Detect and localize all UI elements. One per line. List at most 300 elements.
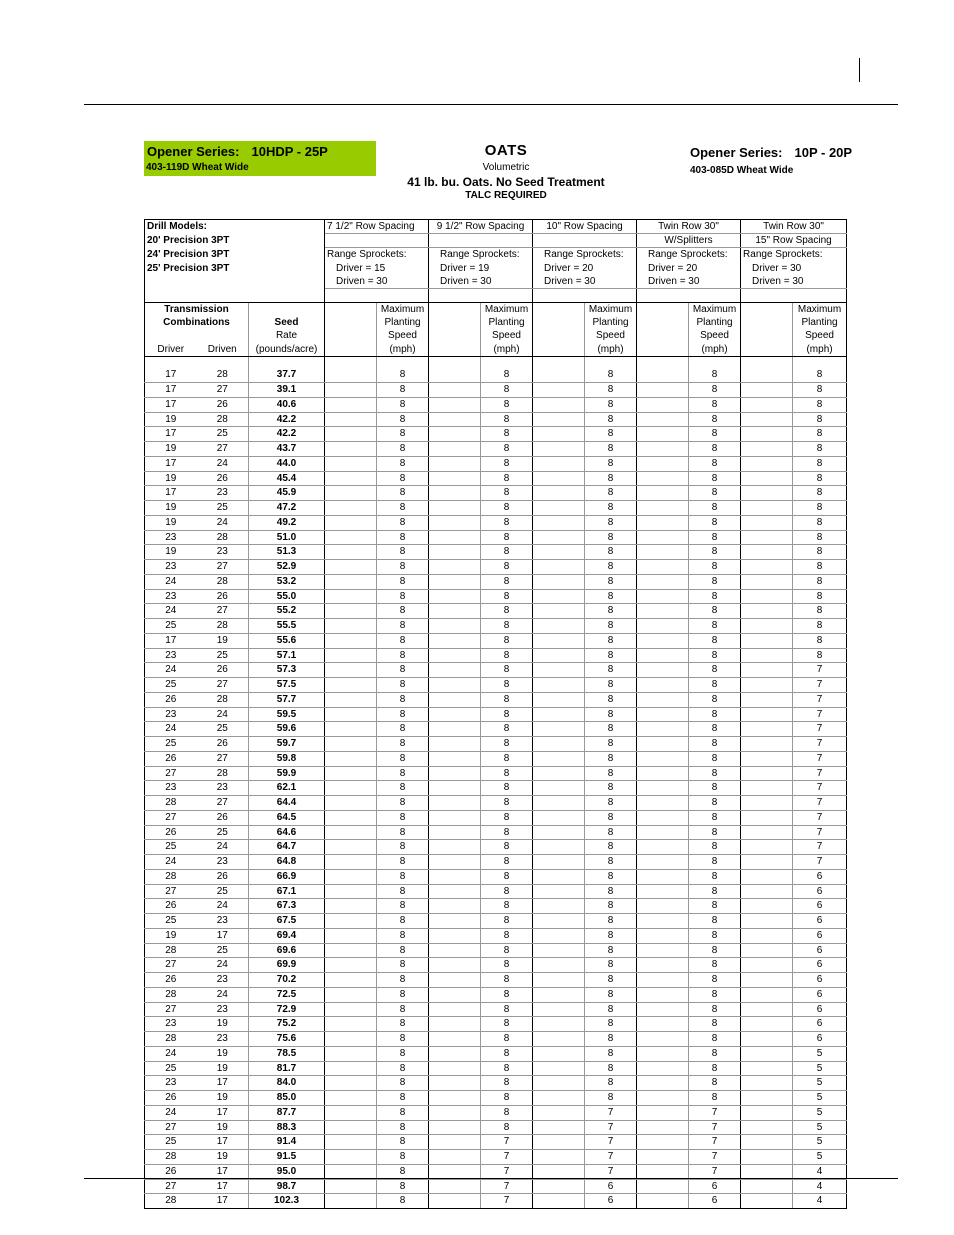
seed-rate-cell: 43.7: [249, 442, 325, 457]
table-row: [145, 456, 847, 471]
max-speed-cell: 8: [585, 678, 637, 693]
max-speed-cell: 6: [793, 1002, 847, 1017]
max-speed-cell: 7: [793, 825, 847, 840]
driver-cell: 23: [145, 1076, 197, 1091]
max-speed-cell: 8: [689, 442, 741, 457]
max-speed-cell: 8: [377, 633, 429, 648]
max-speed-cell: 8: [377, 958, 429, 973]
max-speed-cell: 8: [689, 589, 741, 604]
speed-word-5: Speed: [793, 329, 847, 342]
driven-cell: 23: [197, 914, 249, 929]
spacing-5-range: Range Sprockets:: [741, 248, 847, 262]
max-speed-cell: 8: [481, 1076, 533, 1091]
table-row: [145, 1135, 847, 1150]
seed-rate-cell: 64.7: [249, 840, 325, 855]
seed-rate-cell: 51.3: [249, 545, 325, 560]
max-speed-cell: 8: [481, 1002, 533, 1017]
max-speed-cell: 8: [793, 545, 847, 560]
driver-cell: 24: [145, 855, 197, 870]
table-row: [145, 560, 847, 575]
seed-rate-table: [144, 219, 847, 1209]
opener-left-label: Opener Series:: [147, 144, 240, 159]
driven-cell: 28: [197, 412, 249, 427]
speed-heading-2: Maximum: [481, 303, 533, 317]
max-speed-cell: 4: [793, 1164, 847, 1179]
spacing-1-title: 7 1/2" Row Spacing: [325, 220, 429, 234]
seed-rate-heading-3: (pounds/acre): [249, 343, 325, 357]
driver-cell: 25: [145, 737, 197, 752]
max-speed-cell: 8: [481, 486, 533, 501]
spacing-3-range: Range Sprockets:: [533, 248, 637, 262]
max-speed-cell: 8: [689, 368, 741, 382]
max-speed-cell: 8: [689, 412, 741, 427]
driver-cell: 19: [145, 545, 197, 560]
max-speed-cell: 8: [585, 943, 637, 958]
max-speed-cell: 8: [377, 515, 429, 530]
max-speed-cell: 8: [377, 589, 429, 604]
driven-cell: 17: [197, 1194, 249, 1209]
max-speed-cell: 8: [689, 825, 741, 840]
max-speed-cell: 8: [689, 633, 741, 648]
driven-cell: 25: [197, 825, 249, 840]
max-speed-cell: 8: [689, 1061, 741, 1076]
table-row: [145, 383, 847, 398]
max-speed-cell: 8: [377, 1091, 429, 1106]
max-speed-cell: 8: [481, 973, 533, 988]
max-speed-cell: 8: [481, 383, 533, 398]
max-speed-cell: 8: [377, 987, 429, 1002]
driven-cell: 28: [197, 619, 249, 634]
max-speed-cell: 6: [793, 928, 847, 943]
max-speed-cell: 8: [377, 545, 429, 560]
spacing-2-title: 9 1/2" Row Spacing: [429, 220, 533, 234]
max-speed-cell: 6: [793, 884, 847, 899]
driven-cell: 27: [197, 796, 249, 811]
driver-cell: 19: [145, 501, 197, 516]
driven-cell: 28: [197, 574, 249, 589]
max-speed-cell: 8: [793, 383, 847, 398]
driver-cell: 27: [145, 766, 197, 781]
max-speed-cell: 8: [377, 368, 429, 382]
max-speed-cell: 8: [689, 515, 741, 530]
speed-heading-1: Maximum: [377, 303, 429, 317]
max-speed-cell: 8: [481, 766, 533, 781]
max-speed-cell: 8: [585, 397, 637, 412]
table-row: [145, 751, 847, 766]
max-speed-cell: 8: [585, 1076, 637, 1091]
max-speed-cell: 7: [585, 1120, 637, 1135]
table-row: [145, 1032, 847, 1047]
max-speed-cell: 7: [793, 737, 847, 752]
driver-cell: 24: [145, 574, 197, 589]
table-row: [145, 604, 847, 619]
table-row: [145, 1105, 847, 1120]
table-row: [145, 958, 847, 973]
seed-rate-cell: 72.5: [249, 987, 325, 1002]
seed-rate-cell: 53.2: [249, 574, 325, 589]
table-row: [145, 796, 847, 811]
max-speed-cell: 7: [689, 1120, 741, 1135]
driver-cell: 28: [145, 943, 197, 958]
driver-cell: 26: [145, 825, 197, 840]
driven-cell: 28: [197, 368, 249, 382]
spacing-1-driven: Driven = 30: [325, 275, 429, 289]
max-speed-cell: 7: [585, 1105, 637, 1120]
max-speed-cell: 8: [377, 692, 429, 707]
max-speed-cell: 8: [481, 781, 533, 796]
max-speed-cell: 7: [793, 855, 847, 870]
max-speed-cell: 8: [585, 633, 637, 648]
driven-cell: 17: [197, 1179, 249, 1194]
seed-rate-cell: 84.0: [249, 1076, 325, 1091]
max-speed-cell: 7: [793, 796, 847, 811]
max-speed-cell: 8: [377, 973, 429, 988]
max-speed-cell: 8: [481, 501, 533, 516]
driven-cell: 26: [197, 589, 249, 604]
table-row: [145, 899, 847, 914]
max-speed-cell: 7: [793, 766, 847, 781]
max-speed-cell: 8: [689, 471, 741, 486]
table-row: [145, 973, 847, 988]
spacing-4-range: Range Sprockets:: [637, 248, 741, 262]
max-speed-cell: 8: [585, 751, 637, 766]
max-speed-cell: 8: [793, 427, 847, 442]
driven-cell: 27: [197, 604, 249, 619]
max-speed-cell: 6: [793, 914, 847, 929]
max-speed-cell: 8: [793, 560, 847, 575]
table-row: [145, 1179, 847, 1194]
max-speed-cell: 8: [377, 855, 429, 870]
planting-heading-4: Planting: [689, 316, 741, 329]
max-speed-cell: 8: [377, 1120, 429, 1135]
max-speed-cell: 8: [585, 604, 637, 619]
driven-cell: 17: [197, 1135, 249, 1150]
max-speed-cell: 8: [585, 1017, 637, 1032]
max-speed-cell: 8: [689, 899, 741, 914]
driven-cell: 28: [197, 766, 249, 781]
max-speed-cell: 8: [481, 928, 533, 943]
driver-cell: 17: [145, 397, 197, 412]
max-speed-cell: 8: [689, 574, 741, 589]
driver-cell: 26: [145, 973, 197, 988]
table-row: [145, 412, 847, 427]
seed-rate-cell: 59.7: [249, 737, 325, 752]
max-speed-cell: 7: [689, 1150, 741, 1165]
driven-cell: 26: [197, 869, 249, 884]
seed-rate-cell: 59.5: [249, 707, 325, 722]
max-speed-cell: 8: [377, 707, 429, 722]
max-speed-cell: 8: [585, 766, 637, 781]
max-speed-cell: 8: [585, 914, 637, 929]
speed-heading-3: Maximum: [585, 303, 637, 317]
max-speed-cell: 7: [585, 1135, 637, 1150]
max-speed-cell: 8: [689, 1091, 741, 1106]
max-speed-cell: 8: [689, 973, 741, 988]
max-speed-cell: 8: [377, 530, 429, 545]
max-speed-cell: 8: [481, 663, 533, 678]
max-speed-cell: 8: [481, 810, 533, 825]
table-row: [145, 530, 847, 545]
driven-cell: 24: [197, 958, 249, 973]
driven-cell: 24: [197, 899, 249, 914]
driven-cell: 25: [197, 884, 249, 899]
max-speed-cell: 7: [481, 1135, 533, 1150]
table-row: [145, 589, 847, 604]
max-speed-cell: 8: [793, 397, 847, 412]
max-speed-cell: 8: [689, 869, 741, 884]
seed-rate-cell: 57.7: [249, 692, 325, 707]
max-speed-cell: 6: [585, 1179, 637, 1194]
max-speed-cell: 8: [689, 914, 741, 929]
driver-cell: 17: [145, 456, 197, 471]
spacing-2-subtitle: [429, 234, 533, 248]
table-row: [145, 1061, 847, 1076]
max-speed-cell: 8: [585, 796, 637, 811]
max-speed-cell: 8: [585, 1046, 637, 1061]
max-speed-cell: 8: [689, 796, 741, 811]
table-row: [145, 1164, 847, 1179]
max-speed-cell: 8: [689, 501, 741, 516]
max-speed-cell: 8: [377, 383, 429, 398]
driver-cell: 26: [145, 692, 197, 707]
table-row: [145, 1120, 847, 1135]
max-speed-cell: 5: [793, 1076, 847, 1091]
max-speed-cell: 8: [481, 604, 533, 619]
speed-word-1: Speed: [377, 329, 429, 342]
table-row: [145, 825, 847, 840]
opener-left-title: [147, 144, 328, 159]
driven-cell: 24: [197, 840, 249, 855]
max-speed-cell: 8: [585, 825, 637, 840]
driver-cell: 23: [145, 560, 197, 575]
max-speed-cell: 7: [481, 1194, 533, 1209]
footer-rule: [84, 1178, 898, 1179]
driver-cell: 24: [145, 1105, 197, 1120]
table-row: [145, 707, 847, 722]
driver-cell: 26: [145, 1091, 197, 1106]
max-speed-cell: 8: [377, 928, 429, 943]
spacing-1-subtitle: [325, 234, 429, 248]
driven-cell: 25: [197, 722, 249, 737]
max-speed-cell: 8: [481, 397, 533, 412]
max-speed-cell: 7: [793, 751, 847, 766]
driver-cell: 24: [145, 722, 197, 737]
max-speed-cell: 8: [481, 412, 533, 427]
transmission-heading-1: Transmission: [145, 303, 249, 317]
table-row: [145, 515, 847, 530]
table-row: [145, 722, 847, 737]
driven-cell: 25: [197, 648, 249, 663]
max-speed-cell: 8: [481, 648, 533, 663]
seed-rate-cell: 69.4: [249, 928, 325, 943]
max-speed-cell: 8: [481, 442, 533, 457]
max-speed-cell: 6: [793, 869, 847, 884]
max-speed-cell: 8: [585, 928, 637, 943]
table-row: [145, 810, 847, 825]
driver-cell: 24: [145, 1046, 197, 1061]
table-row: [145, 1046, 847, 1061]
seed-rate-cell: 44.0: [249, 456, 325, 471]
driven-cell: 26: [197, 397, 249, 412]
max-speed-cell: 8: [793, 530, 847, 545]
drill-model-2: 24' Precision 3PT: [145, 248, 325, 262]
table-row: [145, 648, 847, 663]
column-header-row-2: [145, 316, 847, 329]
driver-cell: 25: [145, 1061, 197, 1076]
driver-cell: 25: [145, 1135, 197, 1150]
driver-cell: 26: [145, 751, 197, 766]
spacing-5-subtitle: 15" Row Spacing: [741, 234, 847, 248]
max-speed-cell: 8: [481, 530, 533, 545]
max-speed-cell: 8: [377, 869, 429, 884]
max-speed-cell: 8: [481, 515, 533, 530]
table-row: [145, 855, 847, 870]
max-speed-cell: 8: [585, 781, 637, 796]
max-speed-cell: 8: [689, 722, 741, 737]
table-row: [145, 501, 847, 516]
seed-rate-cell: 55.2: [249, 604, 325, 619]
table-row: [145, 1091, 847, 1106]
max-speed-cell: 8: [377, 899, 429, 914]
spacing-5-driven: Driven = 30: [741, 275, 847, 289]
driven-cell: 25: [197, 427, 249, 442]
max-speed-cell: 5: [793, 1135, 847, 1150]
table-row: [145, 781, 847, 796]
driven-cell: 26: [197, 810, 249, 825]
planting-heading-3: Planting: [585, 316, 637, 329]
max-speed-cell: 8: [689, 987, 741, 1002]
max-speed-cell: 7: [689, 1164, 741, 1179]
max-speed-cell: 8: [689, 486, 741, 501]
max-speed-cell: 8: [689, 648, 741, 663]
max-speed-cell: 8: [793, 648, 847, 663]
max-speed-cell: 8: [689, 397, 741, 412]
max-speed-cell: 8: [585, 1061, 637, 1076]
max-speed-cell: 6: [793, 943, 847, 958]
seed-rate-cell: 85.0: [249, 1091, 325, 1106]
spacing-4-driven: Driven = 30: [637, 275, 741, 289]
max-speed-cell: 8: [377, 943, 429, 958]
transmission-heading-2: Combinations: [145, 316, 249, 329]
max-speed-cell: 8: [377, 766, 429, 781]
max-speed-cell: 8: [585, 648, 637, 663]
max-speed-cell: 8: [481, 796, 533, 811]
max-speed-cell: 6: [689, 1179, 741, 1194]
max-speed-cell: 8: [689, 1032, 741, 1047]
max-speed-cell: 8: [689, 766, 741, 781]
max-speed-cell: 8: [793, 604, 847, 619]
driver-cell: 19: [145, 471, 197, 486]
table-row: [145, 766, 847, 781]
seed-rate-cell: 55.6: [249, 633, 325, 648]
driven-cell: 23: [197, 545, 249, 560]
driver-cell: 19: [145, 928, 197, 943]
table-row: [145, 486, 847, 501]
table-row: [145, 914, 847, 929]
max-speed-cell: 5: [793, 1150, 847, 1165]
max-speed-cell: 8: [585, 810, 637, 825]
max-speed-cell: 7: [689, 1135, 741, 1150]
max-speed-cell: 8: [481, 678, 533, 693]
driver-cell: 17: [145, 486, 197, 501]
driven-cell: 23: [197, 855, 249, 870]
max-speed-cell: 8: [377, 737, 429, 752]
max-speed-cell: 8: [481, 456, 533, 471]
driver-cell: 27: [145, 1002, 197, 1017]
max-speed-cell: 8: [793, 486, 847, 501]
driver-cell: 27: [145, 1120, 197, 1135]
max-speed-cell: 8: [585, 737, 637, 752]
max-speed-cell: 8: [793, 515, 847, 530]
driven-cell: 23: [197, 1032, 249, 1047]
max-speed-cell: 8: [689, 1017, 741, 1032]
max-speed-cell: 8: [585, 412, 637, 427]
max-speed-cell: 8: [377, 560, 429, 575]
max-speed-cell: 8: [377, 1076, 429, 1091]
seed-rate-cell: 42.2: [249, 412, 325, 427]
seed-rate-cell: 75.6: [249, 1032, 325, 1047]
max-speed-cell: 8: [481, 633, 533, 648]
driver-cell: 23: [145, 648, 197, 663]
driven-cell: 27: [197, 442, 249, 457]
max-speed-cell: 8: [585, 884, 637, 899]
max-speed-cell: 8: [377, 501, 429, 516]
max-speed-cell: 8: [377, 397, 429, 412]
max-speed-cell: 8: [481, 471, 533, 486]
max-speed-cell: 8: [689, 619, 741, 634]
max-speed-cell: 8: [481, 589, 533, 604]
max-speed-cell: 8: [689, 545, 741, 560]
max-speed-cell: 8: [585, 1002, 637, 1017]
max-speed-cell: 8: [481, 737, 533, 752]
seed-rate-cell: 67.3: [249, 899, 325, 914]
max-speed-cell: 5: [793, 1046, 847, 1061]
max-speed-cell: 8: [377, 1135, 429, 1150]
header-row-1: [145, 220, 847, 234]
driver-cell: 19: [145, 442, 197, 457]
max-speed-cell: 8: [377, 604, 429, 619]
spacing-5-title: Twin Row 30": [741, 220, 847, 234]
max-speed-cell: 8: [793, 633, 847, 648]
max-speed-cell: 8: [481, 869, 533, 884]
opener-left-value: 10HDP - 25P: [251, 144, 328, 159]
max-speed-cell: 8: [377, 471, 429, 486]
max-speed-cell: 7: [689, 1105, 741, 1120]
driver-cell: 17: [145, 383, 197, 398]
max-speed-cell: 8: [481, 1061, 533, 1076]
table-row: [145, 471, 847, 486]
spacing-3-subtitle: [533, 234, 637, 248]
seed-rate-cell: 51.0: [249, 530, 325, 545]
max-speed-cell: 8: [481, 825, 533, 840]
max-speed-cell: 8: [481, 884, 533, 899]
table-row: [145, 663, 847, 678]
driver-cell: 17: [145, 633, 197, 648]
max-speed-cell: 8: [585, 869, 637, 884]
max-speed-cell: 6: [793, 987, 847, 1002]
max-speed-cell: 8: [377, 722, 429, 737]
max-speed-cell: 8: [481, 722, 533, 737]
max-speed-cell: 8: [689, 560, 741, 575]
header-rule: [84, 104, 898, 105]
seed-rate-cell: 69.9: [249, 958, 325, 973]
max-speed-cell: 7: [793, 722, 847, 737]
driven-cell: 17: [197, 1164, 249, 1179]
seed-rate-cell: 55.5: [249, 619, 325, 634]
table-row: [145, 737, 847, 752]
speed-word-2: Speed: [481, 329, 533, 342]
max-speed-cell: 8: [481, 840, 533, 855]
